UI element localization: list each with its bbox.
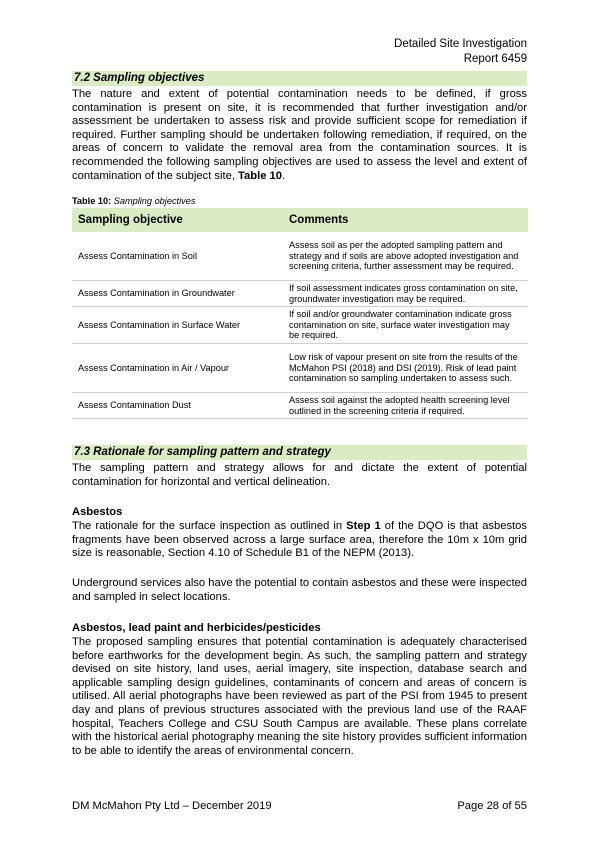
section-heading-7-2: 7.2 Sampling objectives <box>72 71 527 86</box>
objective-cell: Assess Contamination Dust <box>72 393 283 419</box>
paragraph-end: . <box>282 169 286 182</box>
table-reference: Table 10 <box>238 169 282 182</box>
objective-cell: Assess Contamination in Air / Vapour <box>72 344 283 393</box>
paragraph-text: The rationale for the surface inspection as outlined in <box>72 520 347 532</box>
paragraph-text: The nature and extent of potential contamination needs to be defined, if gross contamination is present on site, it is recommended that further investigation and/or assessment be undertaken to assess risk and provide sufficient scope for remediation if required. Further sampling should be undertaken following remediation, if required, on the areas of concern to validate the removal area from the contamination sources. It is recommended the following sampling objectives are used to assess the level and extent of contamination of the subject site, <box>72 88 527 182</box>
objective-cell: Assess Contamination in Groundwater <box>72 281 283 307</box>
table-row <box>72 281 528 307</box>
comment-cell: If soil assessment indicates gross contamination on site, groundwater investigation may be required. <box>283 281 528 307</box>
comment-cell: Assess soil as per the adopted sampling pattern and strategy and if soils are above adopted investigation and screening criteria, further assessment may be required. <box>283 232 528 281</box>
table-row <box>72 393 528 419</box>
footer-page-number: Page 28 of 55 <box>457 800 527 812</box>
lead-paint-paragraph: The proposed sampling ensures that potential contamination is adequately characterised before earthworks for the development begin. As such, the sampling pattern and strategy devised on site history, land uses, aerial imagery, site inspection, database search and applicable sampling design guidelines, contaminants of concern and areas of concern is utilised. All aerial photographs have been reviewed as part of the PSI from 1945 to present day and plans of previous structures associated with the previous land use of the RAAF hospital, Teachers College and CSU South Campus are available. These plans correlate with the historical aerial photography meaning the site history provides sufficient information to be able to identify the areas of environmental concern. <box>72 636 527 757</box>
comment-cell: If soil and/or groundwater contamination indicate gross contamination on site, surface water investigation may be required. <box>283 307 528 344</box>
header-report-number: Report 6459 <box>463 53 527 65</box>
table-caption-label: Table 10: <box>72 196 112 206</box>
table-row <box>72 232 528 281</box>
step-reference: Step 1 <box>346 520 381 532</box>
section-7-3-paragraph: The sampling pattern and strategy allows for and dictate the extent of potential contamination for horizontal and vertical delineation. <box>72 462 527 488</box>
column-header-comments: Comments <box>283 208 528 232</box>
footer-company-date: DM McMahon Pty Ltd – December 2019 <box>72 800 272 812</box>
section-7-2-paragraph <box>72 88 527 183</box>
page-header <box>394 37 527 67</box>
table-caption <box>72 196 195 207</box>
objective-cell: Assess Contamination in Soil <box>72 232 283 281</box>
table-row <box>72 344 528 393</box>
asbestos-paragraph-1 <box>72 520 527 561</box>
header-title: Detailed Site Investigation <box>394 38 527 50</box>
section-heading-7-3: 7.3 Rationale for sampling pattern and strategy <box>72 445 527 460</box>
asbestos-paragraph-2: Underground services also have the potential to contain asbestos and these were inspected and sampled in select locations. <box>72 577 527 603</box>
table-caption-text: Sampling objectives <box>113 196 196 206</box>
table-header-row <box>72 208 528 232</box>
lead-paint-subheading: Asbestos, lead paint and herbicides/pesticides <box>72 622 321 634</box>
paragraph-text: of the DQO is that asbestos fragments have been observed across a large surface area, therefore the 10m x 10m grid size is reasonable, Section 4.10 of Schedule B1 of the NEPM (2013). <box>72 520 527 560</box>
comment-cell: Assess soil against the adopted health screening level outlined in the screening criteria if required. <box>283 393 528 419</box>
objective-cell: Assess Contamination in Surface Water <box>72 307 283 344</box>
sampling-objectives-table <box>72 208 528 419</box>
comment-cell: Low risk of vapour present on site from the results of the McMahon PSI (2018) and DSI (2019). Risk of lead paint contamination so sampling undertaken to assess such. <box>283 344 528 393</box>
asbestos-subheading: Asbestos <box>72 506 123 518</box>
column-header-objective: Sampling objective <box>72 208 283 232</box>
table-row <box>72 307 528 344</box>
